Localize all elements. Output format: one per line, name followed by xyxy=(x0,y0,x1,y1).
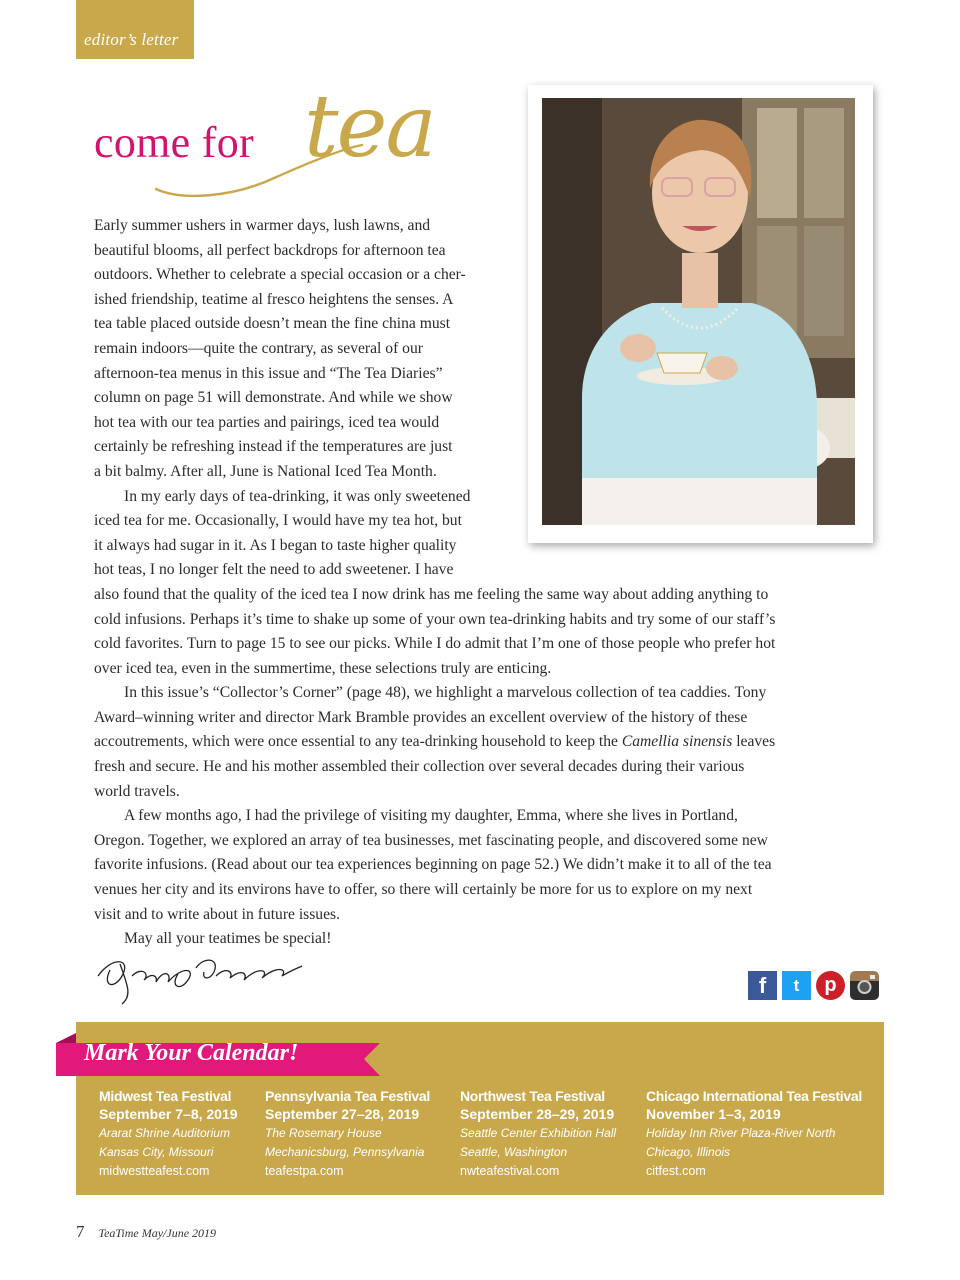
facebook-icon[interactable]: f xyxy=(748,971,777,1000)
page-number: 7 xyxy=(76,1222,85,1241)
letter-line: cold favorites. Turn to page 15 to see our picks. While I do admit that I’m one of those people who prefer hot xyxy=(94,635,776,653)
festival-dates: September 28–29, 2019 xyxy=(460,1106,615,1122)
letter-line: ished friendship, teatime al fresco heightens the senses. A xyxy=(94,290,454,308)
letter-line: A few months ago, I had the privilege of visiting my daughter, Emma, where she lives in Portland, xyxy=(124,807,738,825)
headline xyxy=(94,77,454,207)
calendar-ribbon xyxy=(56,1033,380,1076)
festival-name: Northwest Tea Festival xyxy=(460,1088,605,1104)
festival-dates: September 27–28, 2019 xyxy=(265,1106,420,1122)
editor-signature xyxy=(92,946,307,1011)
letter-line: certainly be refreshing instead if the temperatures are just xyxy=(94,438,453,456)
festival-pennsylvania xyxy=(265,1087,430,1181)
festival-name: Midwest Tea Festival xyxy=(99,1088,232,1104)
letter-line: afternoon-tea menus in this issue and “The Tea Diaries” xyxy=(94,364,443,382)
letter-line: venues her city and its environs have to offer, so there will certainly be more for us to explore on my next xyxy=(94,881,753,899)
letter-line: accoutrements, which were once essential to any tea-drinking household to keep the Camellia sinensis leaves xyxy=(94,733,776,751)
letter-line: In this issue’s “Collector’s Corner” (page 48), we highlight a marvelous collection of tea caddies. Tony xyxy=(124,684,767,702)
festival-location: Chicago, Illinois xyxy=(646,1145,731,1159)
festival-location: Kansas City, Missouri xyxy=(99,1145,214,1159)
festival-url[interactable]: nwteafestival.com xyxy=(460,1164,560,1178)
letter-line: Award–winning writer and director Mark Bramble provides an excellent overview of the history of these xyxy=(94,708,748,726)
letter-line: Oregon. Together, we explored an array of tea businesses, met fascinating people, and discovered some new xyxy=(94,831,768,849)
instagram-icon[interactable] xyxy=(850,971,879,1000)
festival-dates: September 7–8, 2019 xyxy=(99,1106,238,1122)
headline-come-for: come for xyxy=(94,118,254,167)
letter-line: hot teas, I no longer felt the need to add sweetener. I have xyxy=(94,561,454,579)
section-tab: editor’s letter xyxy=(76,0,194,59)
letter-line: iced tea for me. Occasionally, I would have my tea hot, but xyxy=(94,512,462,530)
letter-body xyxy=(94,214,775,952)
festival-name: Pennsylvania Tea Festival xyxy=(265,1088,430,1104)
pinterest-icon[interactable]: p xyxy=(816,971,845,1000)
festival-venue: The Rosemary House xyxy=(265,1126,382,1140)
festival-dates: November 1–3, 2019 xyxy=(646,1106,781,1122)
festival-chicago xyxy=(646,1087,862,1181)
letter-line: also found that the quality of the iced tea I now drink has me feeling the same way about adding anything to xyxy=(94,585,769,603)
letter-line: over iced tea, even in the summertime, these selections truly are enticing. xyxy=(94,659,552,677)
festival-northwest xyxy=(460,1087,616,1181)
calendar-title: Mark Your Calendar! xyxy=(84,1040,299,1066)
letter-line: it always had sugar in it. As I began to taste higher quality xyxy=(94,536,457,554)
festival-name: Chicago International Tea Festival xyxy=(646,1088,862,1104)
festival-location: Seattle, Washington xyxy=(460,1145,568,1159)
letter-line: In my early days of tea-drinking, it was only sweetened xyxy=(124,487,471,505)
festival-location: Mechanicsburg, Pennsylvania xyxy=(265,1145,425,1159)
headline-tea: tea xyxy=(304,77,435,177)
festival-url[interactable]: midwestteafest.com xyxy=(99,1164,210,1178)
twitter-icon[interactable]: t xyxy=(782,971,811,1000)
festival-venue: Seattle Center Exhibition Hall xyxy=(460,1126,617,1140)
letter-line: favorite infusions. (Read about our tea experiences beginning on page 52.) We didn’t make it to all of the tea xyxy=(94,856,772,874)
letter-line: outdoors. Whether to celebrate a special occasion or a cher- xyxy=(94,266,466,284)
letter-line: cold infusions. Perhaps it’s time to shake up some of your own tea-drinking habits and try some of our staff’s xyxy=(94,610,776,628)
letter-line: remain indoors—quite the contrary, as several of our xyxy=(94,339,423,357)
letter-line: beautiful blooms, all perfect backdrops for afternoon tea xyxy=(94,241,446,259)
letter-line: column on page 51 will demonstrate. And while we show xyxy=(94,389,453,407)
headline-flourish xyxy=(152,139,412,199)
festival-midwest xyxy=(99,1087,238,1181)
festival-url[interactable]: citfest.com xyxy=(646,1164,706,1178)
festival-venue: Holiday Inn River Plaza-River North xyxy=(646,1126,836,1140)
letter-line: tea table placed outside doesn’t mean the fine china must xyxy=(94,315,451,333)
letter-line: May all your teatimes be special! xyxy=(124,930,332,948)
social-icons xyxy=(748,971,879,1000)
letter-line: visit and to write about in future issues. xyxy=(94,905,340,923)
letter-line: a bit balmy. After all, June is National Iced Tea Month. xyxy=(94,462,437,480)
festival-venue: Ararat Shrine Auditorium xyxy=(99,1126,230,1140)
letter-line: Early summer ushers in warmer days, lush lawns, and xyxy=(94,217,431,234)
letter-line: hot tea with our tea parties and pairings, iced tea would xyxy=(94,413,440,431)
letter-line: fresh and secure. He and his mother assembled their collection over several decades during their various xyxy=(94,758,745,776)
letter-line: world travels. xyxy=(94,782,180,800)
festival-url[interactable]: teafestpa.com xyxy=(265,1164,344,1178)
page-folio xyxy=(76,1222,216,1242)
magazine-issue: TeaTime May/June 2019 xyxy=(98,1226,217,1240)
